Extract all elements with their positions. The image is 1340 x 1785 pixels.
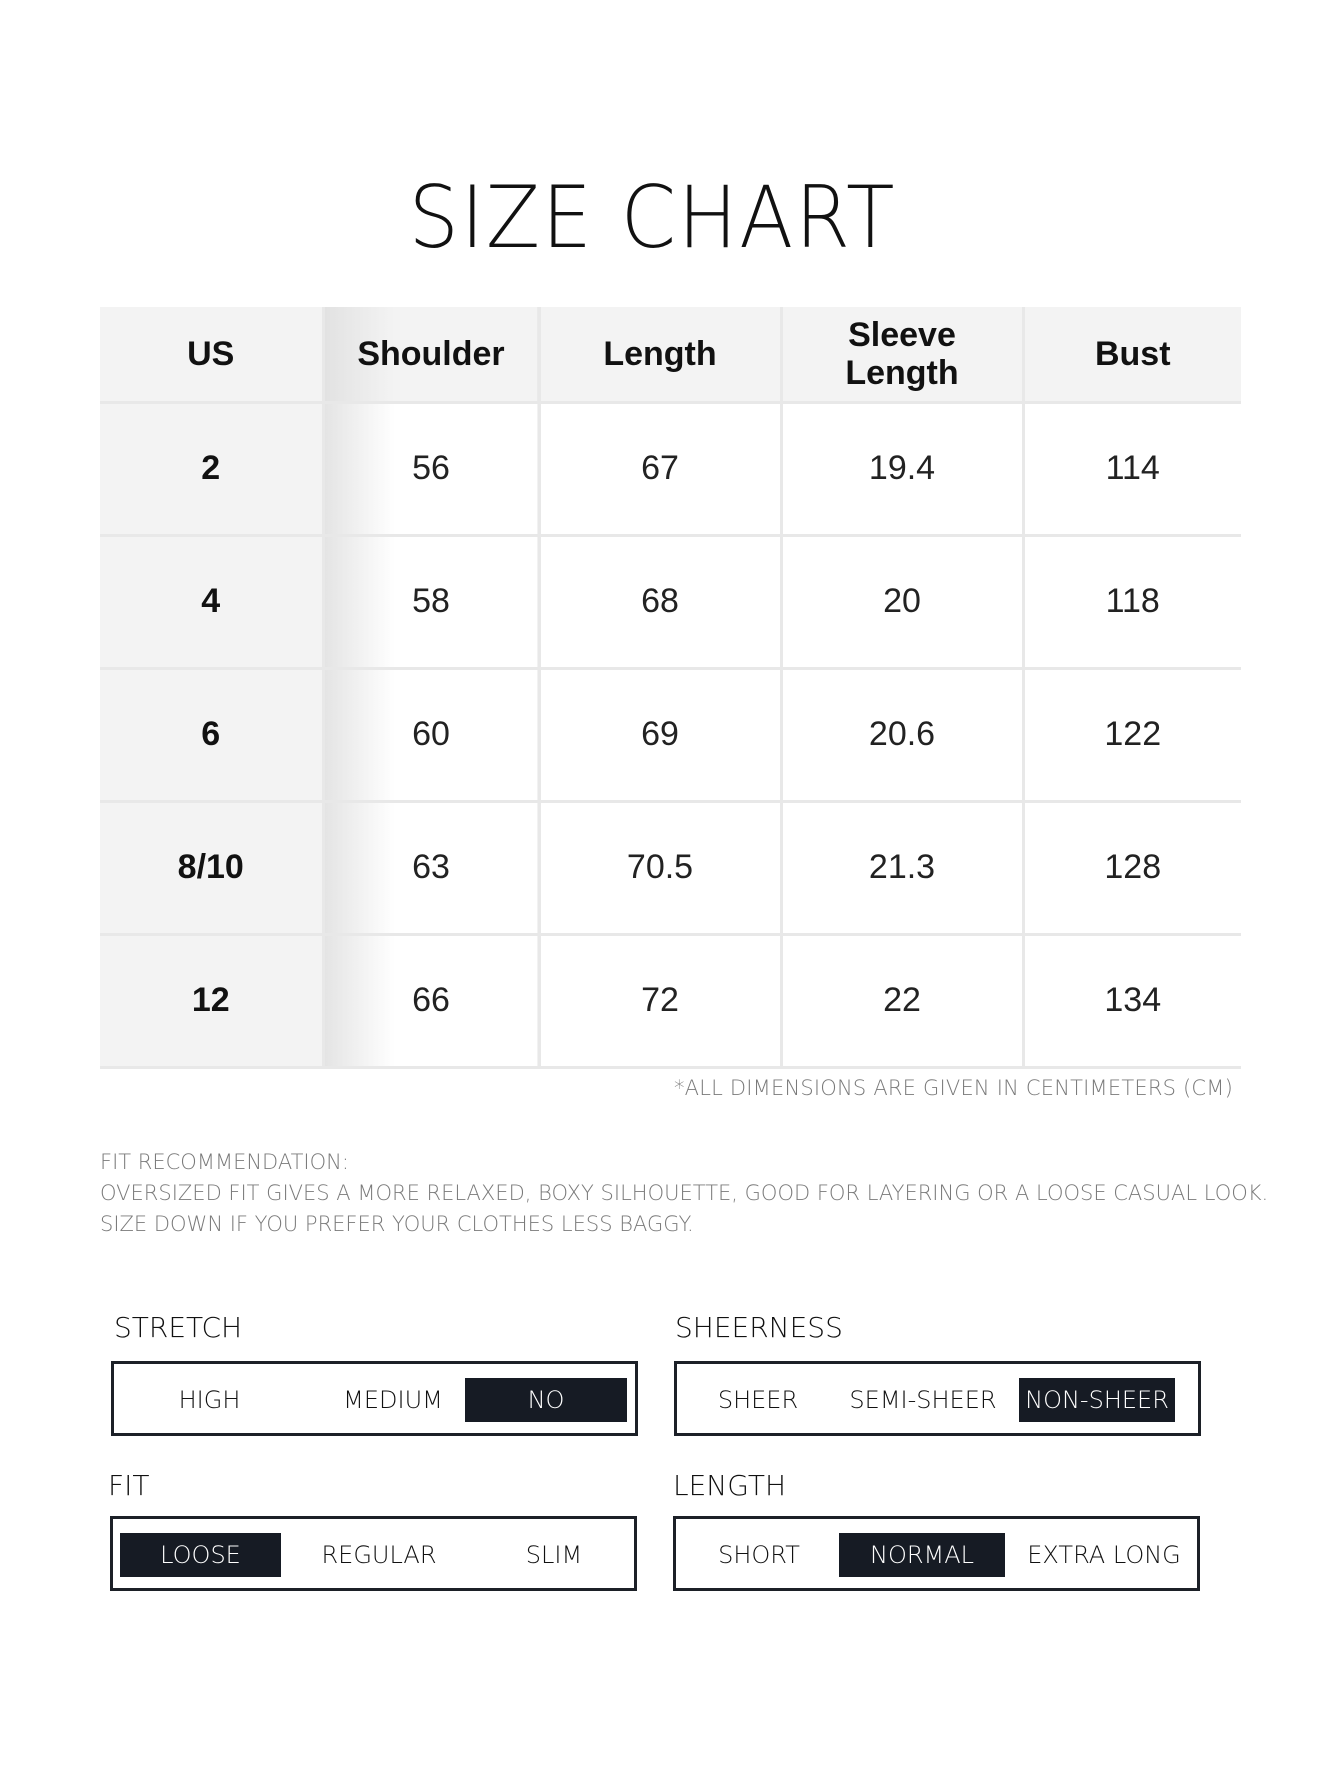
- fit-option-slim: SLIM: [525, 1541, 583, 1569]
- size-table: [100, 307, 1241, 1069]
- shoulder-cell: 60: [323, 668, 539, 801]
- us-size-cell: 6: [100, 668, 323, 801]
- fit-option-loose: LOOSE: [120, 1533, 281, 1577]
- stretch-option-high: HIGH: [178, 1386, 241, 1414]
- page-title: SIZE CHART: [408, 168, 897, 268]
- sleeve-length-cell: 20: [781, 535, 1023, 668]
- bust-cell: 128: [1023, 801, 1241, 934]
- length-cell: 67: [539, 402, 781, 535]
- sheerness-scale: [674, 1361, 1201, 1436]
- us-size-cell: 8/10: [100, 801, 323, 934]
- sheerness-label: SHEERNESS: [675, 1311, 843, 1344]
- length-option-normal: NORMAL: [839, 1533, 1005, 1577]
- sleeve-length-cell: 20.6: [781, 668, 1023, 801]
- us-size-cell: 2: [100, 402, 323, 535]
- length-scale: [673, 1516, 1200, 1591]
- length-option-extra-long: EXTRA LONG: [1027, 1541, 1181, 1569]
- table-row: [100, 801, 1241, 934]
- length-cell: 72: [539, 934, 781, 1067]
- stretch-scale: [111, 1361, 638, 1436]
- table-row: [100, 535, 1241, 668]
- sheerness-option-sheer: SHEER: [717, 1386, 799, 1414]
- fit-recommendation-line: OVERSIZED FIT GIVES A MORE RELAXED, BOXY SILHOUETTE, GOOD FOR LAYERING OR A LOOSE CASUAL LOOK.: [100, 1181, 1269, 1205]
- us-size-cell: 12: [100, 934, 323, 1067]
- length-cell: 70.5: [539, 801, 781, 934]
- header-shoulder: Shoulder: [323, 307, 539, 402]
- table-row: [100, 934, 1241, 1067]
- length-option-short: SHORT: [718, 1541, 800, 1569]
- length-label: LENGTH: [673, 1469, 787, 1502]
- sleeve-length-cell: 22: [781, 934, 1023, 1067]
- fit-scale: [110, 1516, 637, 1591]
- length-cell: 69: [539, 668, 781, 801]
- shoulder-cell: 63: [323, 801, 539, 934]
- sheerness-option-non-sheer: NON-SHEER: [1019, 1378, 1175, 1422]
- stretch-label: STRETCH: [114, 1311, 243, 1344]
- shoulder-cell: 58: [323, 535, 539, 668]
- fit-option-regular: REGULAR: [321, 1541, 437, 1569]
- fit-recommendation-heading: FIT RECOMMENDATION:: [100, 1150, 349, 1174]
- stretch-option-medium: MEDIUM: [343, 1386, 443, 1414]
- bust-cell: 118: [1023, 535, 1241, 668]
- fit-recommendation-line: SIZE DOWN IF YOU PREFER YOUR CLOTHES LESS BAGGY.: [100, 1212, 694, 1236]
- bust-cell: 134: [1023, 934, 1241, 1067]
- table-header-row: [100, 307, 1241, 402]
- sheerness-option-semi-sheer: SEMI-SHEER: [849, 1386, 997, 1414]
- us-size-cell: 4: [100, 535, 323, 668]
- dimensions-note: *ALL DIMENSIONS ARE GIVEN IN CENTIMETERS (CM): [673, 1076, 1233, 1100]
- bust-cell: 114: [1023, 402, 1241, 535]
- table-row: [100, 402, 1241, 535]
- length-cell: 68: [539, 535, 781, 668]
- shoulder-cell: 56: [323, 402, 539, 535]
- header-sleeve-length-text: Sleeve Length: [845, 315, 959, 392]
- shoulder-cell: 66: [323, 934, 539, 1067]
- header-bust: Bust: [1023, 307, 1241, 402]
- bust-cell: 122: [1023, 668, 1241, 801]
- fit-label: FIT: [108, 1469, 150, 1502]
- table-row: [100, 668, 1241, 801]
- header-us: US: [100, 307, 323, 402]
- sleeve-length-cell: 19.4: [781, 402, 1023, 535]
- stretch-option-no: NO: [465, 1378, 627, 1422]
- header-length: Length: [539, 307, 781, 402]
- sleeve-length-cell: 21.3: [781, 801, 1023, 934]
- fit-recommendation: [100, 1147, 1268, 1240]
- header-sleeve-length: [781, 307, 1023, 402]
